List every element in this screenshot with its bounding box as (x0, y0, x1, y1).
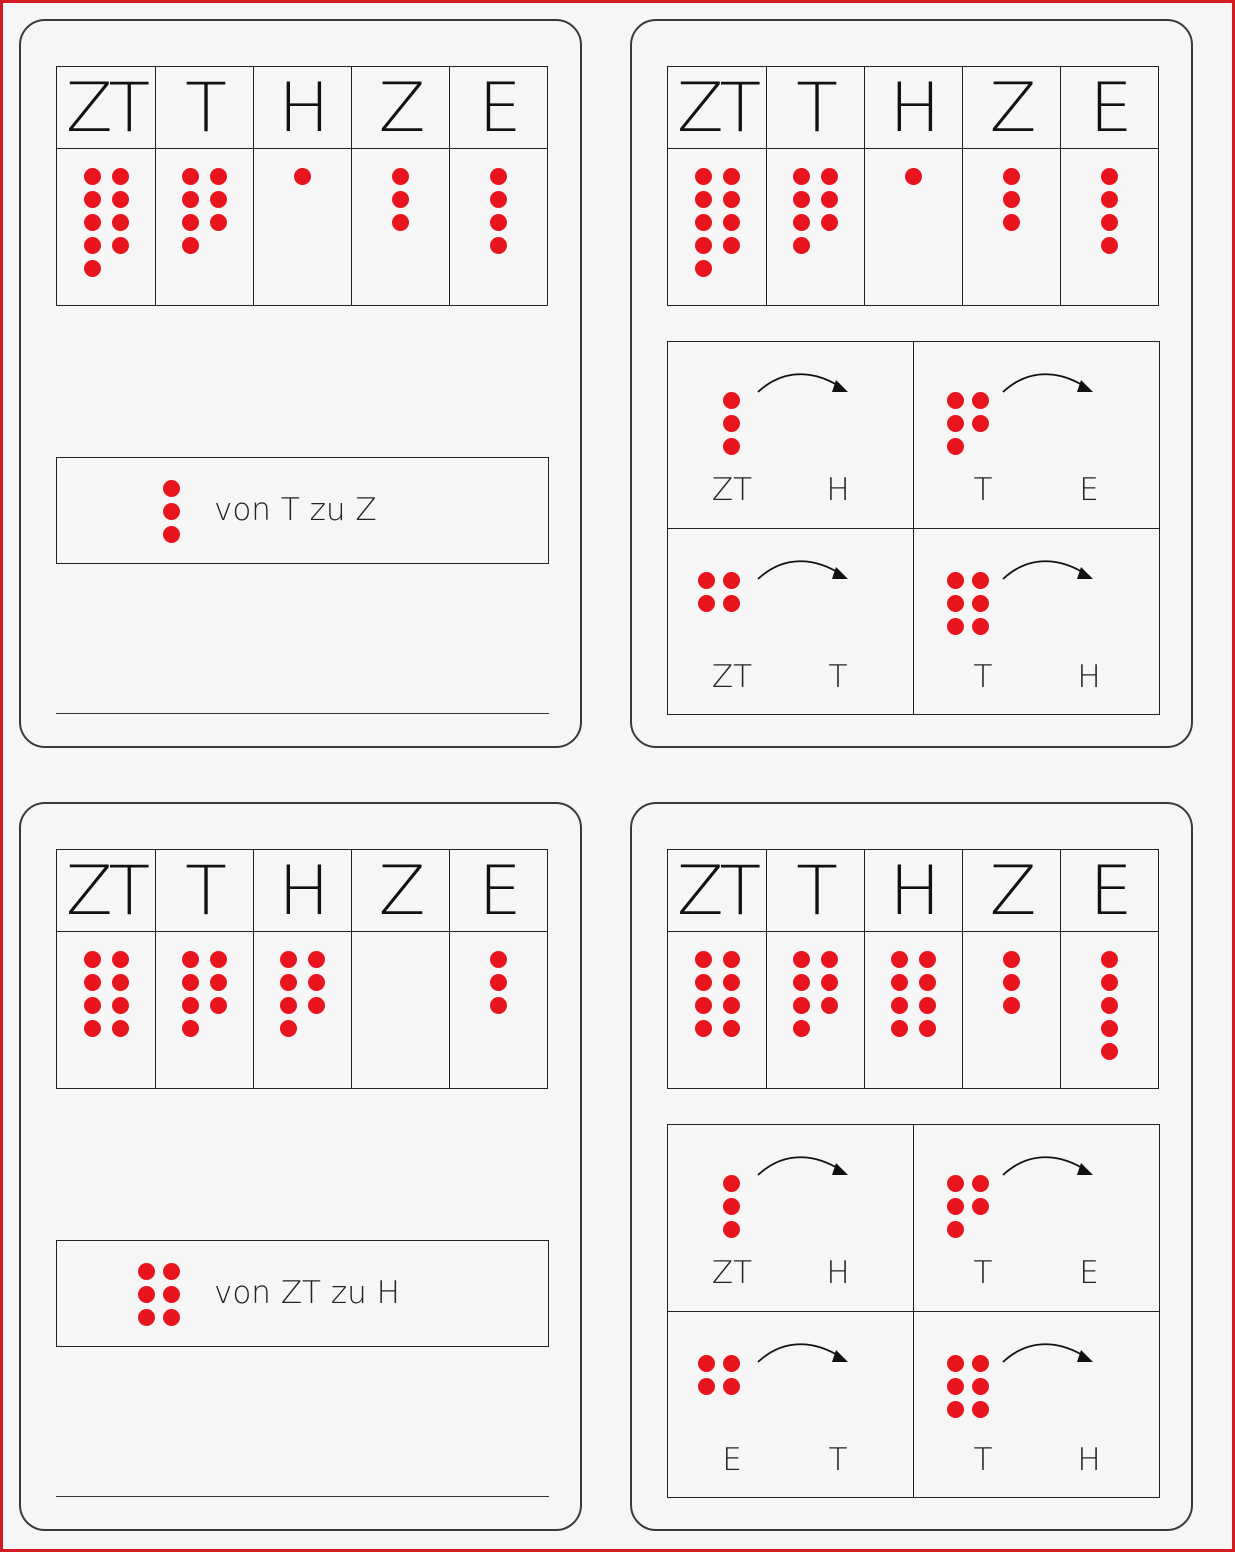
red-counter-dot (695, 168, 712, 185)
curved-arrow-icon (1001, 370, 1097, 398)
red-counter-dot (698, 1378, 715, 1395)
red-counter-dot (723, 1198, 740, 1215)
column-divider (864, 67, 865, 305)
curved-arrow-icon (756, 1153, 852, 1181)
red-counter-dot (698, 1355, 715, 1372)
red-counter-dot (112, 951, 129, 968)
red-counter-dot (84, 260, 101, 277)
red-counter-dot (163, 1263, 180, 1280)
curved-arrow-icon (756, 370, 852, 398)
red-counter-dot (972, 1401, 989, 1418)
red-counter-dot (1101, 214, 1118, 231)
red-counter-dot (695, 997, 712, 1014)
curved-arrow-icon (1001, 1340, 1097, 1368)
exchange-cell (668, 529, 913, 715)
column-header-e: E (1089, 69, 1129, 148)
red-counter-dot (919, 1020, 936, 1037)
red-counter-dot (84, 1020, 101, 1037)
column-divider (449, 850, 450, 1088)
red-counter-dot (1101, 997, 1118, 1014)
red-counter-dot (84, 951, 101, 968)
place-value-card (630, 19, 1193, 748)
red-counter-dot (793, 1020, 810, 1037)
red-counter-dot (723, 237, 740, 254)
exchange-grid (667, 341, 1160, 715)
red-counter-dot (112, 997, 129, 1014)
curved-arrow-icon (756, 557, 852, 585)
red-counter-dot (182, 191, 199, 208)
red-counter-dot (723, 1355, 740, 1372)
exchange-to-label: H (826, 1255, 850, 1291)
red-counter-dot (294, 168, 311, 185)
red-counter-dot (947, 618, 964, 635)
red-counter-dot (793, 974, 810, 991)
red-counter-dot (182, 951, 199, 968)
red-counter-dot (490, 168, 507, 185)
exchange-grid (667, 1124, 1160, 1498)
red-counter-dot (138, 1309, 155, 1326)
answer-writing-line[interactable] (56, 713, 549, 714)
red-counter-dot (947, 438, 964, 455)
red-counter-dot (308, 997, 325, 1014)
red-counter-dot (891, 1020, 908, 1037)
place-value-table (56, 66, 548, 306)
red-counter-dot (891, 997, 908, 1014)
exchange-cell (913, 529, 1158, 715)
exchange-cell (668, 1312, 913, 1498)
red-counter-dot (1003, 997, 1020, 1014)
column-header-h: H (278, 852, 326, 931)
red-counter-dot (308, 974, 325, 991)
place-value-card (19, 19, 582, 748)
red-counter-dot (163, 526, 180, 543)
red-counter-dot (210, 997, 227, 1014)
red-counter-dot (1101, 237, 1118, 254)
red-counter-dot (821, 974, 838, 991)
red-counter-dot (490, 997, 507, 1014)
column-header-z: Z (989, 852, 1033, 931)
red-counter-dot (84, 168, 101, 185)
column-divider (766, 850, 767, 1088)
red-counter-dot (163, 503, 180, 520)
red-counter-dot (1101, 1020, 1118, 1037)
red-counter-dot (821, 997, 838, 1014)
exchange-from-label: T (973, 1255, 993, 1291)
red-counter-dot (972, 415, 989, 432)
column-divider (766, 67, 767, 305)
red-counter-dot (490, 191, 507, 208)
red-counter-dot (821, 191, 838, 208)
red-counter-dot (163, 480, 180, 497)
column-header-e: E (478, 852, 518, 931)
column-divider (1060, 850, 1061, 1088)
red-counter-dot (723, 191, 740, 208)
red-counter-dot (723, 997, 740, 1014)
red-counter-dot (972, 1355, 989, 1372)
exchange-cell (668, 342, 913, 528)
exchange-instruction-text: von T zu Z (214, 492, 377, 528)
exchange-cell (913, 342, 1158, 528)
place-value-card (19, 802, 582, 1531)
red-counter-dot (793, 951, 810, 968)
red-counter-dot (112, 1020, 129, 1037)
red-counter-dot (695, 260, 712, 277)
column-divider (253, 850, 254, 1088)
red-counter-dot (947, 1221, 964, 1238)
column-divider (1060, 67, 1061, 305)
red-counter-dot (1003, 214, 1020, 231)
red-counter-dot (112, 214, 129, 231)
red-counter-dot (723, 1221, 740, 1238)
column-header-z: Z (378, 852, 422, 931)
column-divider (351, 850, 352, 1088)
red-counter-dot (919, 951, 936, 968)
column-divider (155, 850, 156, 1088)
column-header-t: T (796, 69, 834, 148)
red-counter-dot (723, 214, 740, 231)
red-counter-dot (1003, 974, 1020, 991)
red-counter-dot (112, 168, 129, 185)
red-counter-dot (972, 1378, 989, 1395)
column-header-zt: ZT (65, 69, 147, 148)
red-counter-dot (182, 214, 199, 231)
red-counter-dot (947, 572, 964, 589)
red-counter-dot (210, 214, 227, 231)
red-counter-dot (972, 595, 989, 612)
red-counter-dot (695, 974, 712, 991)
red-counter-dot (947, 1401, 964, 1418)
red-counter-dot (891, 974, 908, 991)
exchange-to-label: H (1077, 659, 1101, 695)
red-counter-dot (698, 595, 715, 612)
column-header-z: Z (378, 69, 422, 148)
column-header-h: H (278, 69, 326, 148)
column-divider (155, 67, 156, 305)
red-counter-dot (1003, 191, 1020, 208)
column-header-t: T (796, 852, 834, 931)
exchange-to-label: E (1079, 472, 1099, 508)
red-counter-dot (723, 1020, 740, 1037)
exchange-from-label: ZT (711, 659, 753, 695)
exchange-from-label: ZT (711, 472, 753, 508)
red-counter-dot (695, 237, 712, 254)
red-counter-dot (723, 595, 740, 612)
exchange-from-label: T (973, 472, 993, 508)
column-header-h: H (889, 69, 937, 148)
exchange-from-label: T (973, 1442, 993, 1478)
column-divider (962, 850, 963, 1088)
column-header-t: T (185, 852, 223, 931)
red-counter-dot (280, 974, 297, 991)
red-counter-dot (972, 1198, 989, 1215)
column-divider (449, 67, 450, 305)
red-counter-dot (891, 951, 908, 968)
red-counter-dot (793, 191, 810, 208)
red-counter-dot (905, 168, 922, 185)
red-counter-dot (723, 951, 740, 968)
red-counter-dot (280, 997, 297, 1014)
column-header-zt: ZT (65, 852, 147, 931)
column-header-t: T (185, 69, 223, 148)
red-counter-dot (392, 191, 409, 208)
red-counter-dot (723, 1175, 740, 1192)
red-counter-dot (793, 237, 810, 254)
red-counter-dot (1003, 951, 1020, 968)
red-counter-dot (84, 974, 101, 991)
exchange-cell (913, 1312, 1158, 1498)
red-counter-dot (112, 237, 129, 254)
red-counter-dot (182, 974, 199, 991)
red-counter-dot (793, 997, 810, 1014)
red-counter-dot (84, 997, 101, 1014)
red-counter-dot (490, 237, 507, 254)
red-counter-dot (1003, 168, 1020, 185)
red-counter-dot (723, 1378, 740, 1395)
red-counter-dot (490, 214, 507, 231)
red-counter-dot (490, 974, 507, 991)
place-value-card (630, 802, 1193, 1531)
exchange-instruction-box (56, 1240, 549, 1347)
red-counter-dot (972, 618, 989, 635)
red-counter-dot (392, 214, 409, 231)
column-divider (253, 67, 254, 305)
column-divider (962, 67, 963, 305)
red-counter-dot (919, 974, 936, 991)
red-counter-dot (947, 1198, 964, 1215)
red-counter-dot (695, 1020, 712, 1037)
red-counter-dot (182, 168, 199, 185)
red-counter-dot (84, 237, 101, 254)
red-counter-dot (1101, 1043, 1118, 1060)
red-counter-dot (723, 974, 740, 991)
red-counter-dot (210, 168, 227, 185)
red-counter-dot (947, 1378, 964, 1395)
red-counter-dot (821, 168, 838, 185)
red-counter-dot (138, 1263, 155, 1280)
red-counter-dot (821, 951, 838, 968)
exchange-instruction-box (56, 457, 549, 564)
red-counter-dot (182, 997, 199, 1014)
exchange-instruction-text: von ZT zu H (214, 1275, 400, 1311)
red-counter-dot (210, 191, 227, 208)
red-counter-dot (182, 1020, 199, 1037)
column-header-e: E (478, 69, 518, 148)
column-header-zt: ZT (676, 69, 758, 148)
red-counter-dot (308, 951, 325, 968)
exchange-from-label: T (973, 659, 993, 695)
column-header-e: E (1089, 852, 1129, 931)
red-counter-dot (919, 997, 936, 1014)
curved-arrow-icon (1001, 1153, 1097, 1181)
red-counter-dot (972, 1175, 989, 1192)
place-value-table (667, 66, 1159, 306)
red-counter-dot (723, 572, 740, 589)
exchange-to-label: H (1077, 1442, 1101, 1478)
red-counter-dot (84, 191, 101, 208)
column-header-z: Z (989, 69, 1033, 148)
red-counter-dot (947, 415, 964, 432)
red-counter-dot (1101, 191, 1118, 208)
exchange-to-label: T (828, 1442, 848, 1478)
red-counter-dot (947, 1175, 964, 1192)
place-value-table (56, 849, 548, 1089)
exchange-cell (913, 1125, 1158, 1311)
column-divider (864, 850, 865, 1088)
answer-writing-line[interactable] (56, 1496, 549, 1497)
red-counter-dot (280, 951, 297, 968)
red-counter-dot (1101, 974, 1118, 991)
column-header-zt: ZT (676, 852, 758, 931)
exchange-from-label: ZT (711, 1255, 753, 1291)
red-counter-dot (723, 392, 740, 409)
red-counter-dot (793, 214, 810, 231)
column-divider (351, 67, 352, 305)
red-counter-dot (163, 1309, 180, 1326)
red-counter-dot (695, 191, 712, 208)
red-counter-dot (280, 1020, 297, 1037)
red-counter-dot (1101, 951, 1118, 968)
red-counter-dot (821, 214, 838, 231)
red-counter-dot (138, 1286, 155, 1303)
red-counter-dot (1101, 168, 1118, 185)
red-counter-dot (695, 214, 712, 231)
red-counter-dot (84, 214, 101, 231)
exchange-to-label: E (1079, 1255, 1099, 1291)
red-counter-dot (972, 392, 989, 409)
red-counter-dot (163, 1286, 180, 1303)
red-counter-dot (972, 572, 989, 589)
red-counter-dot (210, 974, 227, 991)
red-counter-dot (182, 237, 199, 254)
column-header-h: H (889, 852, 937, 931)
place-value-table (667, 849, 1159, 1089)
red-counter-dot (210, 951, 227, 968)
red-counter-dot (947, 392, 964, 409)
curved-arrow-icon (1001, 557, 1097, 585)
red-counter-dot (392, 168, 409, 185)
exchange-to-label: H (826, 472, 850, 508)
red-counter-dot (947, 595, 964, 612)
curved-arrow-icon (756, 1340, 852, 1368)
exchange-cell (668, 1125, 913, 1311)
red-counter-dot (947, 1355, 964, 1372)
red-counter-dot (698, 572, 715, 589)
red-counter-dot (112, 191, 129, 208)
red-counter-dot (112, 974, 129, 991)
red-counter-dot (695, 951, 712, 968)
red-counter-dot (490, 951, 507, 968)
exchange-from-label: E (722, 1442, 742, 1478)
exchange-to-label: T (828, 659, 848, 695)
red-counter-dot (723, 415, 740, 432)
red-counter-dot (723, 168, 740, 185)
red-counter-dot (723, 438, 740, 455)
red-counter-dot (793, 168, 810, 185)
